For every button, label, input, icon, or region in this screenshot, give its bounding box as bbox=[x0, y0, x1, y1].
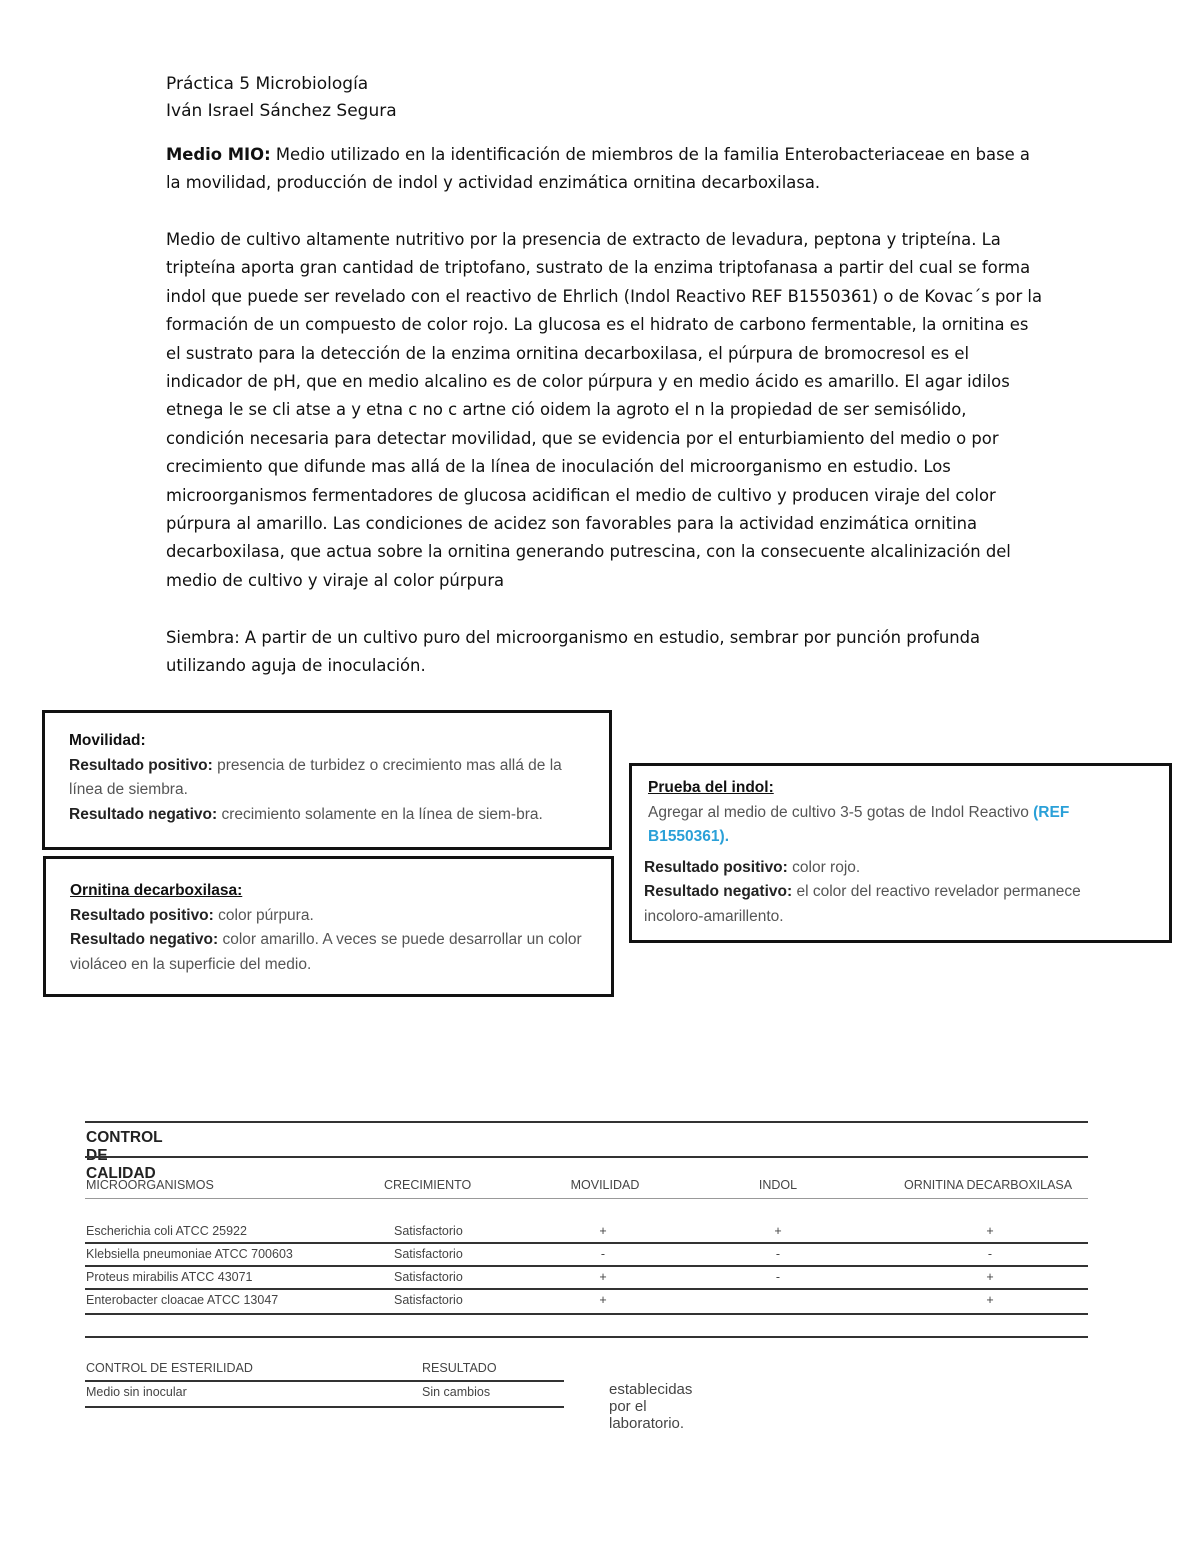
qc-row-3-rule bbox=[85, 1288, 1088, 1290]
indol-ref: (REF B1550361). bbox=[648, 803, 1070, 845]
movilidad-negative-text: crecimiento solamente en la línea de siem-bra. bbox=[217, 805, 543, 823]
ornitina-negative-text: color amarillo. A veces se puede desarrollar un color violáceo en la superficie del medio. bbox=[70, 931, 582, 973]
indol-positive bbox=[644, 856, 1143, 881]
qc-header-crecimiento: CRECIMIENTO bbox=[384, 1178, 472, 1192]
sterility-row-1-medium: Medio sin inocular bbox=[86, 1385, 187, 1399]
intro-text: Medio utilizado en la identificación de miembros de la familia Enterobacteriaceae en base a la movilidad, producción de indol y actividad enzimática ornitina decarboxilasa. bbox=[166, 145, 1030, 193]
qc-header-movilidad: MOVILIDAD bbox=[570, 1178, 640, 1192]
indol-positive-label: Resultado positivo: bbox=[644, 858, 788, 876]
qc-header-indol: INDOL bbox=[758, 1178, 798, 1192]
qc-title: CONTROL CALIDAD bbox=[86, 1129, 163, 1182]
indol-title: Prueba del indol: bbox=[648, 779, 774, 796]
sterility-bottom-rule bbox=[85, 1406, 564, 1408]
sterility-header-rule bbox=[85, 1380, 564, 1382]
qc-row-2-ornitina: - bbox=[987, 1247, 993, 1261]
qc-row-2-growth: Satisfactorio bbox=[394, 1247, 463, 1261]
ornitina-title: Ornitina decarboxilasa: bbox=[70, 882, 243, 899]
author-name: Iván Israel Sánchez Segura bbox=[166, 101, 397, 121]
qc-row-3-growth: Satisfactorio bbox=[394, 1270, 463, 1284]
qc-row-3-organism: Proteus mirabilis ATCC 43071 bbox=[86, 1270, 253, 1284]
sterility-side-text: establecidas por el laboratorio. bbox=[609, 1381, 693, 1432]
qc-row-2-organism: Klebsiella pneumoniae ATCC 700603 bbox=[86, 1247, 293, 1261]
qc-top-rule bbox=[85, 1121, 1088, 1123]
indol-negative-text: el color del reactivo revelador permanece incoloro-amarillento. bbox=[644, 883, 1081, 925]
qc-row-3-ornitina: + bbox=[986, 1270, 994, 1284]
qc-header-rule bbox=[85, 1198, 1088, 1199]
qc-row-3-movilidad: + bbox=[599, 1270, 607, 1284]
qc-row-2-indol: - bbox=[775, 1247, 781, 1261]
intro-paragraph bbox=[166, 141, 1046, 198]
movilidad-negative-label: Resultado negativo: bbox=[69, 805, 218, 823]
qc-bottom-rule bbox=[85, 1336, 1088, 1338]
movilidad-positive-text: presencia de turbidez o crecimiento mas allá de la línea de siembra. bbox=[69, 756, 562, 798]
qc-row-1-rule bbox=[85, 1242, 1088, 1244]
qc-title-rule bbox=[85, 1156, 1088, 1158]
ornitina-positive-text: color púrpura. bbox=[213, 906, 314, 924]
ornitina-positive-label: Resultado positivo: bbox=[70, 906, 214, 924]
qc-row-1-movilidad: + bbox=[599, 1224, 607, 1238]
movilidad-box bbox=[42, 710, 612, 850]
qc-row-4-organism: Enterobacter cloacae ATCC 13047 bbox=[86, 1293, 279, 1307]
siembra-text: A partir de un cultivo puro del microorganismo en estudio, sembrar por punción profunda utilizando aguja de inoculación. bbox=[166, 628, 981, 676]
indol-negative bbox=[644, 880, 1143, 929]
body-paragraph: Medio de cultivo altamente nutritivo por la presencia de extracto de levadura, peptona y tripteína. La tripteína aporta gran cantidad de triptofano, sustrato de la enzima triptofanasa a partir del cual se forma indol que puede ser revelado con el reactivo de Ehrlich (Indol Reactivo REF B1550361) o de Kovac´s por la formación de un compuesto de color rojo. La glucosa es el hidrato de carbono fermentable, la ornitina es el sustrato para la detección de la enzima ornitina decarboxilasa, el púrpura de bromocresol es el indicador de pH, que en medio alcalino es de color púrpura y en medio ácido es amarillo. El agar idilos etnega le se cli atse a y etna c no c artne ció oidem la agroto el n la propiedad de ser semisólido, condición necesaria para detectar movilidad, que se evidencia por el enturbiamiento del medio o por crecimiento que difunde mas allá de la línea de inoculación del microorganismo en estudio. Los microorganismos fermentadores de glucosa acidifican el medio de cultivo y producen viraje del color púrpura al amarillo. Las condiciones de acidez son favorables para la actividad enzimática ornitina decarboxilasa, que actua sobre la ornitina generando putrescina, con la consecuente alcalinización del medio de cultivo y viraje al color púrpura bbox=[166, 230, 1043, 590]
indol-instruction bbox=[648, 801, 1143, 850]
siembra-paragraph bbox=[166, 624, 1046, 681]
qc-row-2-movilidad: - bbox=[600, 1247, 606, 1261]
ornitina-negative-label: Resultado negativo: bbox=[70, 931, 219, 948]
indol-positive-text: color rojo. bbox=[787, 858, 861, 876]
qc-row-4-movilidad: + bbox=[599, 1293, 607, 1307]
qc-row-4-ornitina: + bbox=[986, 1293, 994, 1307]
indol-box bbox=[629, 763, 1172, 943]
ornitina-negative bbox=[70, 928, 591, 977]
intro-label: Medio MIO: bbox=[166, 145, 271, 164]
qc-row-1-indol: + bbox=[774, 1224, 782, 1238]
qc-row-1-ornitina: + bbox=[986, 1224, 994, 1238]
document-title: Práctica 5 Microbiología bbox=[166, 74, 369, 94]
ornitina-box bbox=[43, 856, 614, 997]
qc-row-3-indol: - bbox=[775, 1270, 781, 1284]
indol-instruction-text: Agregar al medio de cultivo 3-5 gotas de Indol Reactivo bbox=[648, 803, 1034, 821]
movilidad-positive bbox=[69, 754, 589, 803]
movilidad-negative bbox=[69, 803, 589, 828]
siembra-label: Siembra: bbox=[166, 628, 240, 647]
qc-row-1-growth: Satisfactorio bbox=[394, 1224, 463, 1238]
qc-row-4-growth: Satisfactorio bbox=[394, 1293, 463, 1307]
qc-row-4-rule bbox=[85, 1313, 1088, 1315]
qc-row-2-rule bbox=[85, 1265, 1088, 1267]
ornitina-positive bbox=[70, 904, 591, 929]
indol-negative-label: Resultado negativo: bbox=[644, 883, 793, 900]
qc-row-1-organism: Escherichia coli ATCC 25922 bbox=[86, 1224, 247, 1238]
sterility-header-result: RESULTADO bbox=[422, 1361, 497, 1375]
movilidad-positive-label: Resultado positivo: bbox=[69, 756, 213, 774]
qc-header-microorganismos: MICROORGANISMOS bbox=[86, 1178, 214, 1192]
qc-header-ornitina: ORNITINA DECARBOXILASA bbox=[904, 1178, 1073, 1192]
sterility-row-1-result: Sin cambios bbox=[422, 1385, 491, 1399]
movilidad-title: Movilidad: bbox=[69, 732, 146, 749]
sterility-header-control: CONTROL DE ESTERILIDAD bbox=[86, 1361, 253, 1375]
